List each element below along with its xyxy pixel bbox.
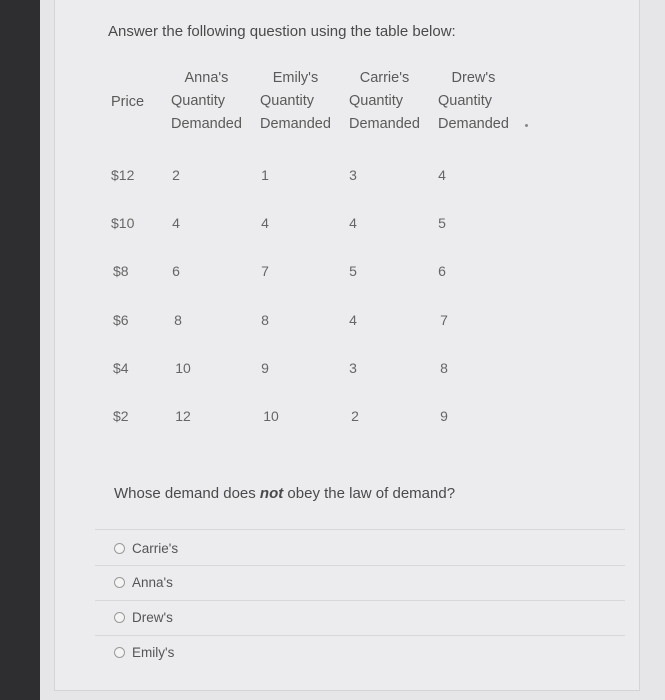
table-cell: 1 (261, 167, 269, 183)
table-cell: 9 (261, 360, 269, 376)
table-cell: 10 (263, 408, 279, 424)
radio-circle-icon[interactable] (114, 577, 125, 588)
table-cell: 8 (261, 312, 269, 328)
column-header-carrie (349, 67, 420, 136)
column-header-line: Quantity (260, 93, 314, 109)
column-header-drew (438, 67, 509, 136)
column-header-line: Quantity (438, 93, 492, 109)
column-header-line: Anna's (184, 70, 229, 86)
table-cell: 6 (438, 263, 446, 279)
table-cell: 10 (175, 360, 191, 376)
column-header-line: Carrie's (359, 70, 410, 86)
price-cell: $10 (111, 215, 135, 231)
column-header-line: Demanded (171, 116, 242, 132)
option-label: Emily's (132, 644, 175, 660)
option-label: Drew's (132, 609, 173, 625)
table-cell: 2 (172, 167, 180, 183)
column-header-line: Demanded (349, 116, 420, 132)
question-text-end: obey the law of demand? (283, 485, 456, 502)
table-cell: 7 (261, 263, 269, 279)
table-cell: 5 (438, 215, 446, 231)
table-cell: 4 (349, 215, 357, 231)
option-carrie[interactable] (114, 537, 178, 559)
table-cell: 9 (440, 408, 448, 424)
table-cell: 7 (440, 312, 448, 328)
column-header-line: Emily's (272, 70, 319, 86)
radio-circle-icon[interactable] (114, 612, 125, 623)
table-cell: 3 (349, 167, 357, 183)
table-cell: 8 (440, 360, 448, 376)
table-cell: 4 (172, 215, 180, 231)
option-emily[interactable] (114, 641, 174, 663)
table-cell: 4 (261, 215, 269, 231)
price-cell: $6 (113, 312, 129, 328)
option-drew[interactable] (114, 606, 173, 628)
option-anna[interactable] (114, 571, 173, 593)
divider (95, 529, 625, 530)
table-cell: 3 (349, 360, 357, 376)
price-cell: $2 (113, 408, 129, 424)
table-cell: 6 (172, 263, 180, 279)
column-header-line: Drew's (451, 70, 496, 86)
column-header-line: Demanded (260, 116, 331, 132)
divider (95, 600, 625, 601)
question-text (114, 485, 455, 502)
table-cell: 5 (349, 263, 357, 279)
table-cell: 2 (351, 408, 359, 424)
table-cell: 8 (174, 312, 182, 328)
table-cell: 4 (349, 312, 357, 328)
column-header-line: Quantity (171, 93, 225, 109)
column-header-line: Demanded (438, 116, 509, 132)
column-header-anna (171, 67, 242, 136)
stray-mark (525, 124, 528, 127)
question-text-start: Whose demand does (114, 485, 260, 502)
table-cell: 12 (175, 408, 191, 424)
price-cell: $4 (113, 360, 129, 376)
radio-circle-icon[interactable] (114, 647, 125, 658)
divider (95, 635, 625, 636)
screen-bezel (0, 0, 40, 700)
price-cell: $8 (113, 263, 129, 279)
price-header: Price (111, 94, 145, 110)
divider (95, 565, 625, 566)
column-header-line: Quantity (349, 93, 403, 109)
column-header-emily (260, 67, 331, 136)
price-cell: $12 (111, 167, 135, 183)
table-cell: 4 (438, 167, 446, 183)
question-emphasis: not (259, 485, 284, 502)
option-label: Carrie's (132, 540, 179, 556)
option-label: Anna's (132, 574, 173, 590)
instruction-text: Answer the following question using the table below: (108, 23, 456, 40)
radio-circle-icon[interactable] (114, 543, 125, 554)
